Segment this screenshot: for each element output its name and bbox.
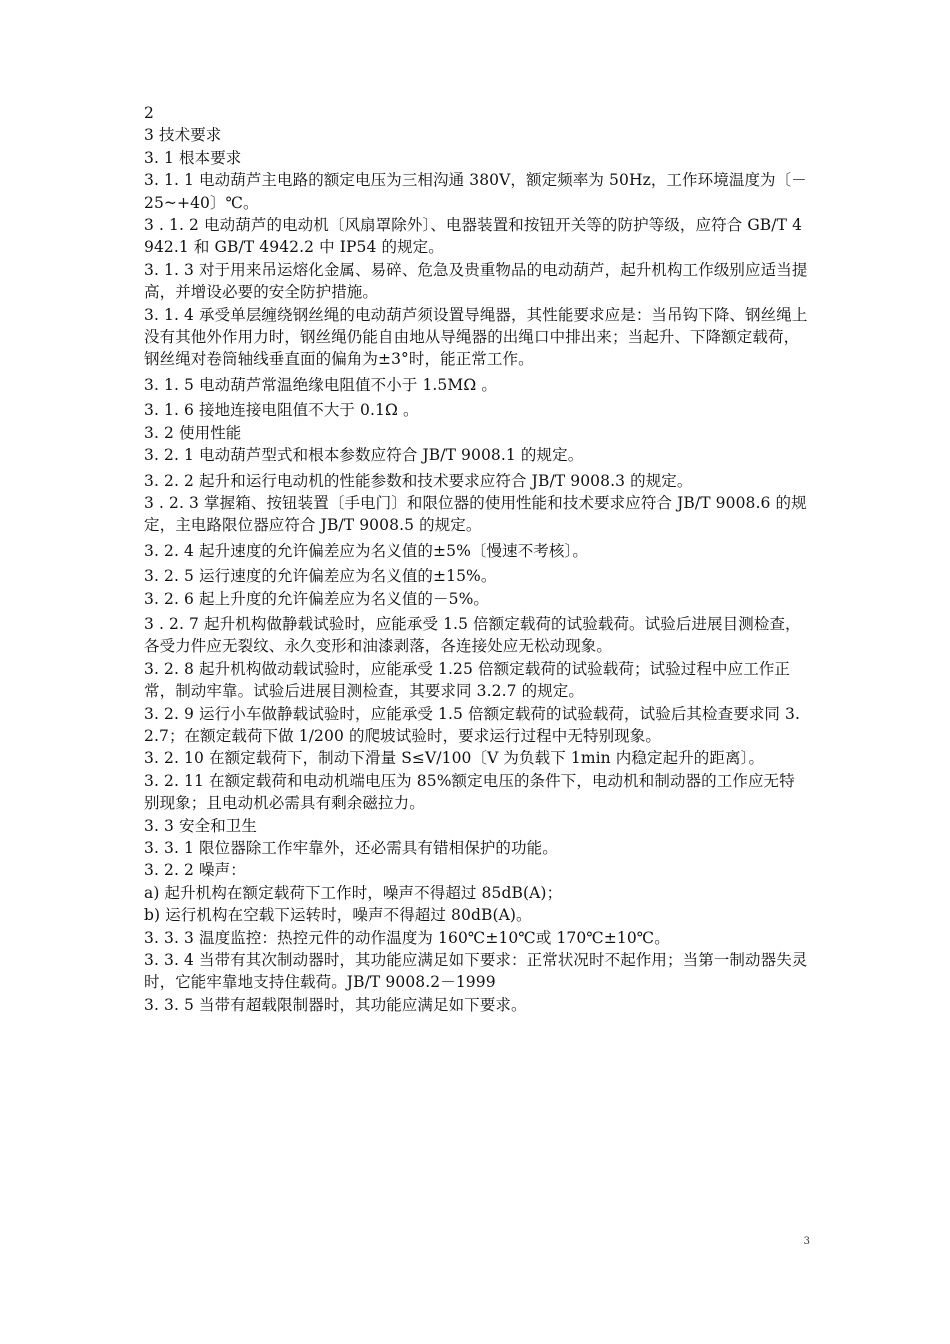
paragraph: 3. 3. 1 限位器除工作牢靠外，还必需具有错相保护的功能。 [144, 839, 558, 857]
paragraph: 3. 2. 9 运行小车做静载试验时，应能承受 1.5 倍额定载荷的试验载荷，试验后其检查要求同 3.2.7；在额定载荷下做 1/200 的爬坡试验时，要求运行过程中无特别现象。 [144, 704, 801, 745]
document-body [144, 102, 810, 1016]
paragraph: 3. 2. 1 电动葫芦型式和根本参数应符合 JB/T 9008.1 的规定。 [144, 446, 584, 465]
paragraph: 3. 2. 10 在额定载荷下，制动下滑量 S≤V/100〔V 为负载下 1min 内稳定起升的距离〕。 [144, 749, 765, 768]
paragraph: 3. 1. 5 电动葫芦常温绝缘电阻值不小于 1.5MΩ 。 [144, 375, 497, 394]
subsection-heading: 3. 3 安全和卫生 [144, 816, 258, 835]
page-number: 3 [803, 1236, 810, 1247]
paragraph: 3. 3. 5 当带有超载限制器时，其功能应满足如下要求。 [144, 995, 527, 1014]
list-item: a) 起升机构在额定载荷下工作时，噪声不得超过 85dB(A)； [144, 883, 563, 902]
paragraph: 3. 1. 6 接地连接电阻值不大于 0.1Ω 。 [144, 401, 419, 420]
subsection-heading: 3. 1 根本要求 [144, 148, 242, 167]
paragraph: 3. 1. 3 对于用来吊运熔化金属、易碎、危急及贵重物品的电动葫芦，起升机构工作级别应适当提高，并增设必要的安全防护措施。 [144, 260, 808, 302]
paragraph: 3 . 2. 3 掌握箱、按钮装置〔手电门〕和限位器的使用性能和技术要求应符合 JB/T 9008.6 的规定，主电路限位器应符合 JB/T 9008.5 的规定。 [144, 493, 807, 535]
paragraph: 3. 2. 4 起升速度的允许偏差应为名义值的±5%〔慢速不考核〕。 [144, 541, 588, 560]
paragraph: 3. 2. 2 起升和运行电动机的性能参数和技术要求应符合 JB/T 9008.3 的规定。 [144, 471, 693, 490]
paragraph: 3 . 1. 2 电动葫芦的电动机〔风扇罩除外〕、电器装置和按钮开关等的防护等级，应符合 GB/T 4942.1 和 GB/T 4942.2 中 IP54 的规定。 [144, 216, 803, 257]
paragraph: 3 . 2. 7 起升机构做静载试验时，应能承受 1.5 倍额定载荷的试验载荷。试验后进展目测检查，各受力件应无裂纹、永久变形和油漆剥落，各连接处应无松动现象。 [144, 614, 801, 656]
section-heading: 3 技术要求 [144, 126, 222, 145]
paragraph: 3. 2. 5 运行速度的允许偏差应为名义值的±15%。 [144, 567, 497, 586]
paragraph: 3. 3. 3 温度监控：热控元件的动作温度为 160℃±10℃或 170℃±10℃。 [144, 928, 670, 947]
paragraph: 3. 2. 8 起升机构做动载试验时，应能承受 1.25 倍额定载荷的试验载荷；试验过程中应工作正常，制动牢靠。试验后进展目测检查，其要求同 3.2.7 的规定。 [144, 659, 790, 701]
paragraph: 3. 1. 1 电动葫芦主电路的额定电压为三相沟通 380V，额定频率为 50Hz，工作环境温度为〔－25~+40〕℃。 [144, 171, 807, 212]
page-label: 2 [144, 104, 154, 122]
paragraph: 3. 2. 11 在额定载荷和电动机端电压为 85%额定电压的条件下，电动机和制动器的工作应无特别现象；且电动机必需具有剩余磁拉力。 [144, 771, 795, 813]
list-item: b) 运行机构在空载下运转时，噪声不得超过 80dB(A)。 [144, 906, 532, 925]
paragraph: 3. 2. 2 噪声： [144, 861, 246, 880]
paragraph: 3. 3. 4 当带有其次制动器时，其功能应满足如下要求：正常状况时不起作用；当第一制动器失灵时，它能牢靠地支持住载荷。JB/T 9008.2－1999 [144, 951, 808, 992]
paragraph: 3. 1. 4 承受单层缠绕钢丝绳的电动葫芦须设置导绳器，其性能要求应是：当吊钩下降、钢丝绳上没有其他外作用力时，钢丝绳仍能自由地从导绳器的出绳口中排出来；当起升、下降额定载荷，钢丝绳对卷筒轴线垂直面的偏角为±3°时，能正常工作。 [144, 305, 808, 369]
paragraph: 3. 2. 6 起上升度的允许偏差应为名义值的－5%。 [144, 589, 490, 608]
subsection-heading: 3. 2 使用性能 [144, 423, 242, 442]
